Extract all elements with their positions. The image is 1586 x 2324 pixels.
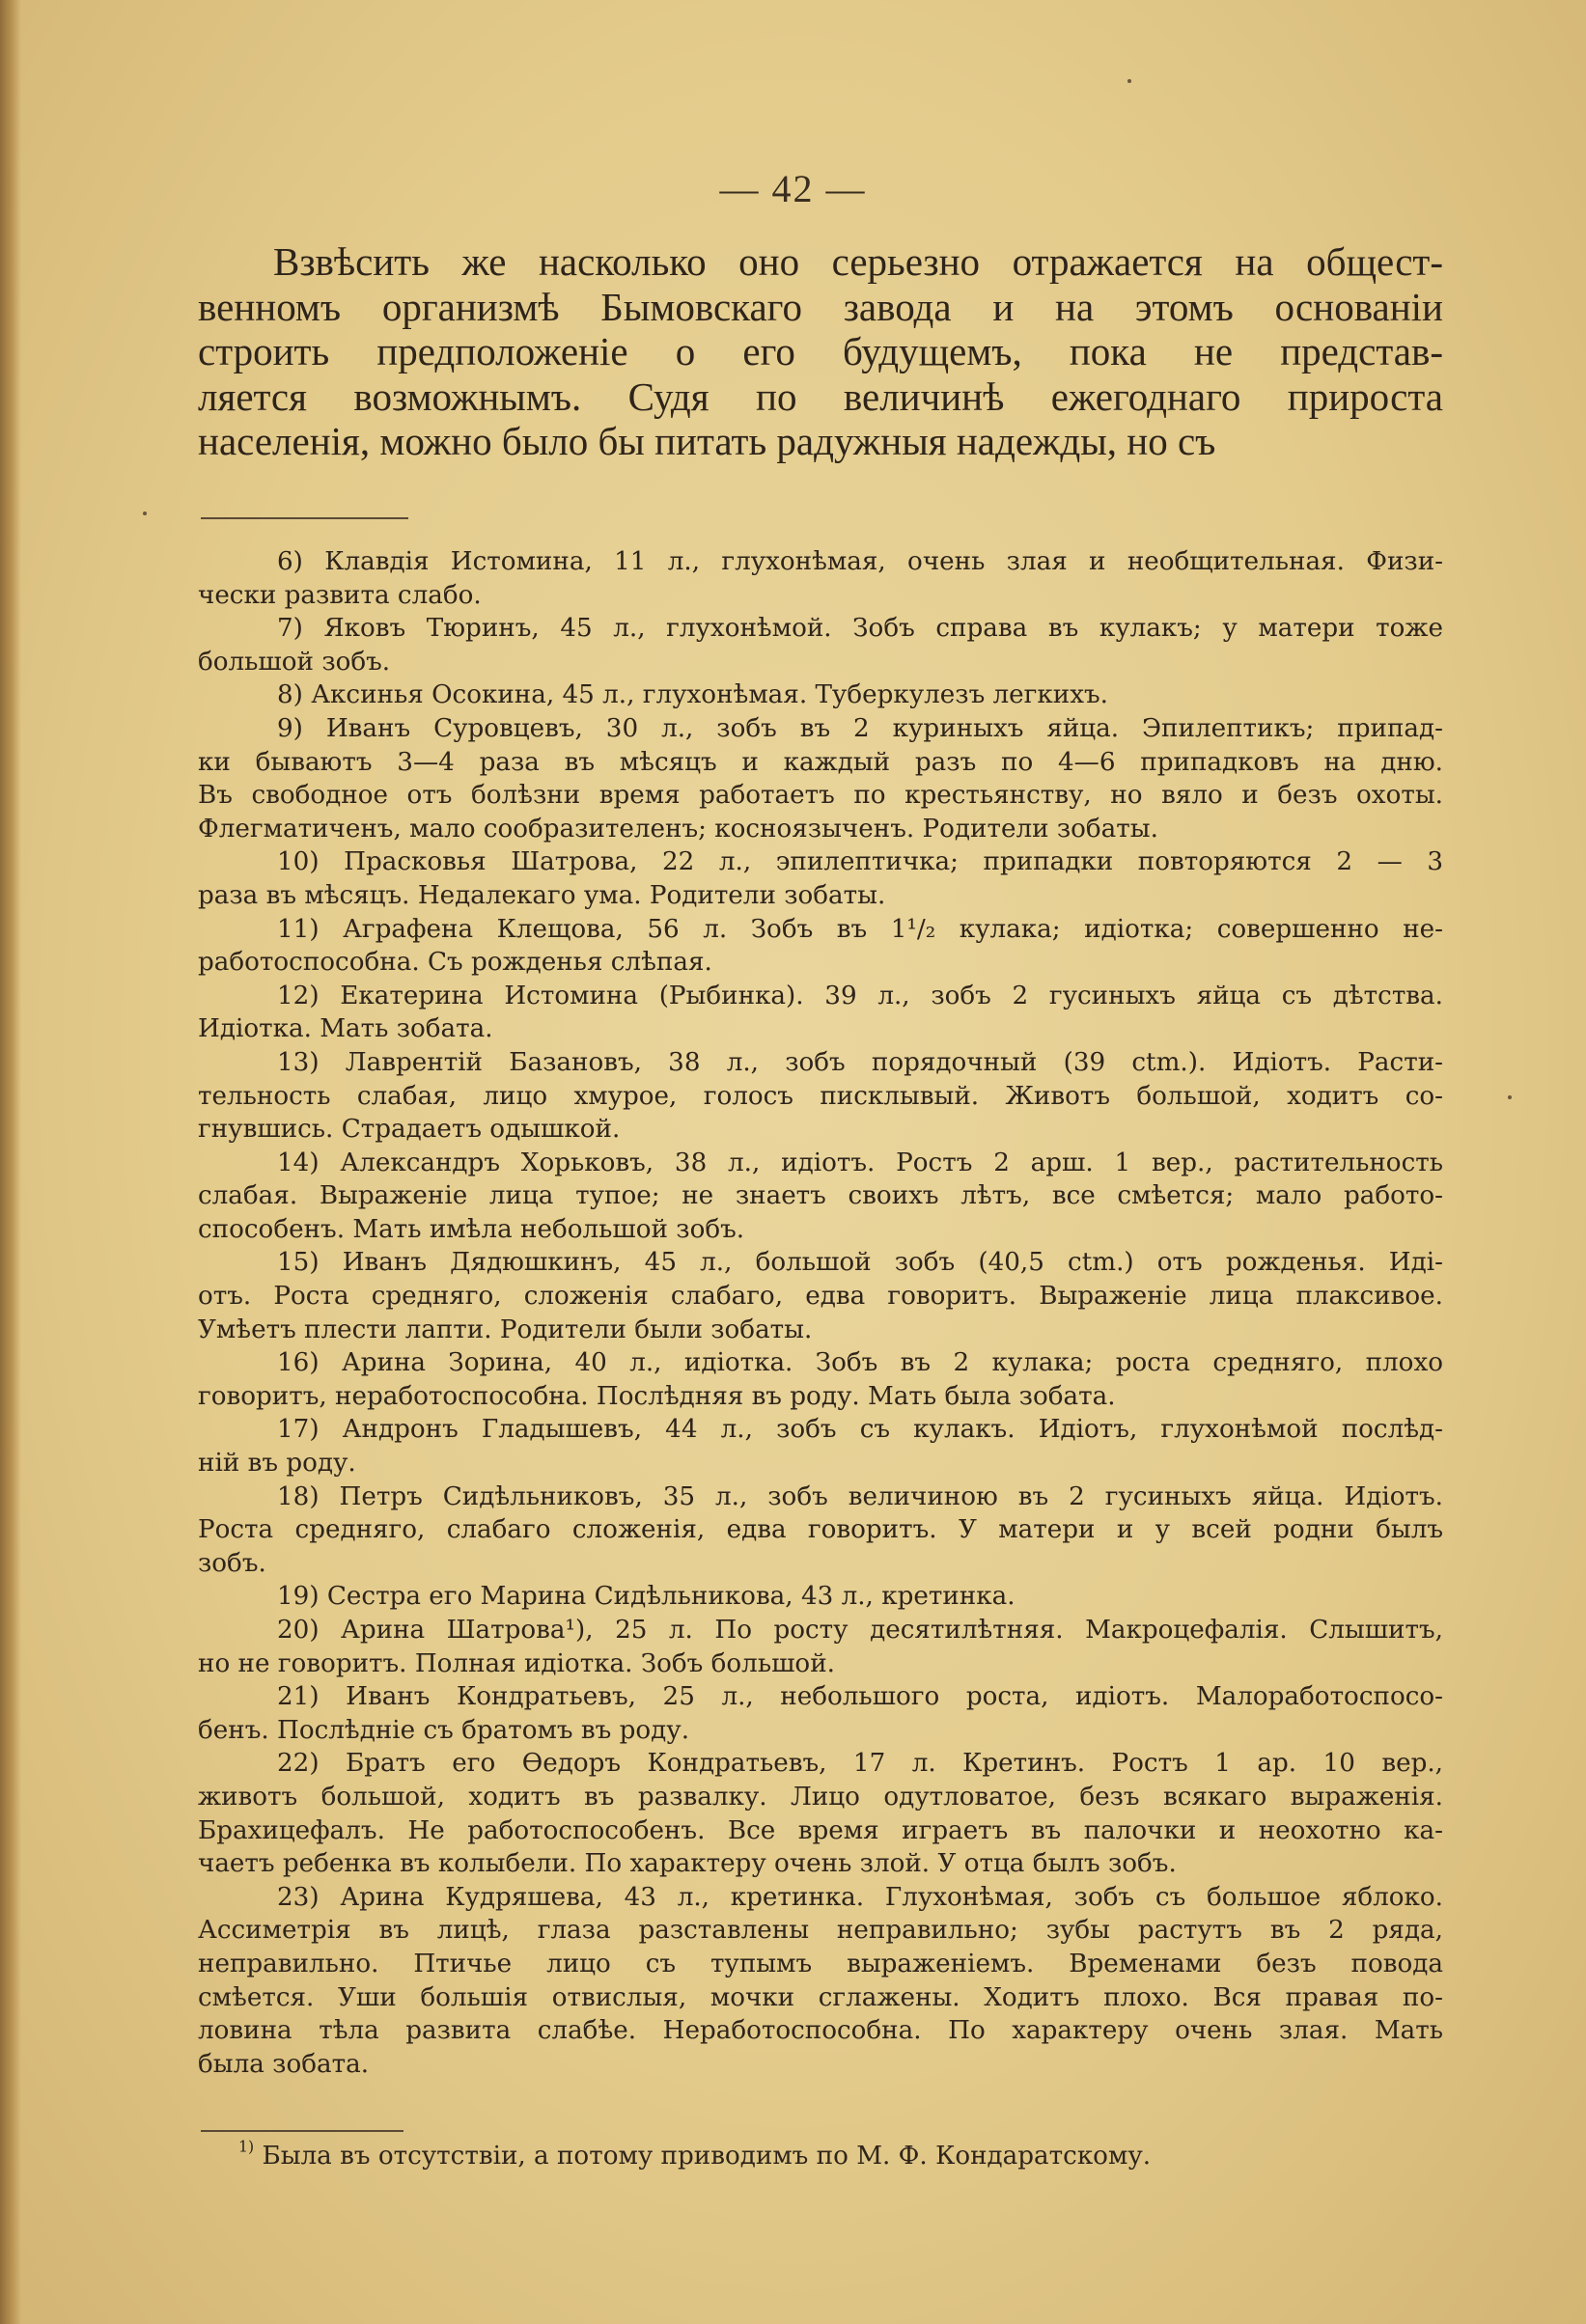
main-text-line: ляется возможнымъ. Судя по величинѣ ежегоднаго прироста — [198, 374, 1443, 419]
case-note-line: 18) Петръ Сидѣльниковъ, 35 л., зобъ величиною въ 2 гусиныхъ яйца. Идіотъ. — [277, 1481, 1443, 1511]
case-note-line: способенъ. Мать имѣла небольшой зобъ. — [198, 1214, 745, 1244]
case-note-line: Роста средняго, слабаго сложенія, едва говоритъ. У матери и у всей родни былъ — [198, 1515, 1443, 1545]
case-note-line: чаетъ ребенка въ колыбели. По характеру очень злой. У отца былъ зобъ. — [198, 1849, 1177, 1879]
case-note-line: ловина тѣла развита слабѣе. Неработоспособна. По характеру очень злая. Мать — [198, 2016, 1443, 2046]
paper-speck — [1508, 1095, 1512, 1099]
footnote-separator — [201, 2130, 403, 2132]
page-number: — 42 — — [719, 167, 867, 210]
main-text-line: Взвѣсить же насколько оно серьезно отражается на общест- — [273, 239, 1443, 284]
case-note-line: говоритъ, неработоспособна. Послѣдняя въ роду. Мать была зобата. — [198, 1381, 1116, 1411]
case-note-line: но не говоритъ. Полная идіотка. Зобъ большой. — [198, 1648, 835, 1678]
paper-speck — [1127, 79, 1131, 83]
case-note-line: зобъ. — [198, 1548, 266, 1578]
case-note — [198, 913, 1443, 980]
case-note-line: 16) Арина Зорина, 40 л., идіотка. Зобъ въ 2 кулака; роста средняго, плохо — [277, 1348, 1443, 1378]
case-note — [198, 1680, 1443, 1747]
case-note — [198, 712, 1443, 845]
main-text-line: строить предположеніе о его будущемъ, пока не представ- — [198, 329, 1443, 374]
case-note-line: неправильно. Птичье лицо съ тупымъ выраженіемъ. Временами безъ повода — [198, 1949, 1443, 1978]
case-note-line: 17) Андронъ Гладышевъ, 44 л., зобъ съ кулакъ. Идіотъ, глухонѣмой послѣд- — [277, 1415, 1443, 1445]
case-note-line: животъ большой, ходитъ въ развалку. Лицо одутловатое, безъ всякаго выраженія. — [198, 1782, 1443, 1812]
case-note-line: бенъ. Послѣдніе съ братомъ въ роду. — [198, 1715, 690, 1745]
case-note — [198, 980, 1443, 1046]
case-note-line: Брахицефалъ. Не работоспособенъ. Все время играетъ въ палочки и неохотно ка- — [198, 1815, 1443, 1845]
case-notes-list — [198, 545, 1443, 2081]
case-note-line: 19) Сестра его Марина Сидѣльникова, 43 л., кретинка. — [277, 1582, 1016, 1612]
case-note-line: 7) Яковъ Тюринъ, 45 л., глухонѣмой. Зобъ справа въ кулакъ; у матери тоже — [277, 614, 1443, 644]
case-note — [198, 1580, 1443, 1614]
main-text-line: венномъ организмѣ Бымовскаго завода и на этомъ основаніи — [198, 284, 1443, 329]
case-note-line: 22) Братъ его Ѳедоръ Кондратьевъ, 17 л. Кретинъ. Ростъ 1 ар. 10 вер., — [277, 1749, 1443, 1779]
case-note-line: 14) Александръ Хорьковъ, 38 л., идіотъ. Ростъ 2 арш. 1 вер., растительность — [277, 1148, 1443, 1177]
case-note-line: тельность слабая, лицо хмурое, голосъ писклывый. Животъ большой, ходитъ со- — [198, 1081, 1443, 1111]
case-note — [198, 845, 1443, 912]
case-note — [198, 1413, 1443, 1480]
case-note — [198, 678, 1443, 712]
case-note-line: раза въ мѣсяцъ. Недалекаго ума. Родители зобаты. — [198, 880, 886, 910]
case-note-line: большой зобъ. — [198, 647, 391, 677]
case-note-line: 13) Лаврентій Базановъ, 38 л., зобъ порядочный (39 ctm.). Идіотъ. Расти- — [277, 1047, 1443, 1077]
case-note-line: была зобата. — [198, 2049, 370, 2079]
case-note-line: Флегматиченъ, мало сообразителенъ; косноязыченъ. Родители зобаты. — [198, 814, 1158, 844]
case-note-line: 10) Прасковья Шатрова, 22 л., эпилептичка; припадки повторяются 2 — 3 — [277, 847, 1443, 877]
footnote-separator-top — [201, 517, 408, 519]
main-paragraph — [198, 239, 1443, 464]
case-note-line: 21) Иванъ Кондратьевъ, 25 л., небольшого роста, идіотъ. Малоработоспосо- — [277, 1682, 1443, 1712]
case-note — [198, 1346, 1443, 1413]
case-note-line: смѣется. Уши большія отвислыя, мочки сглажены. Ходитъ плохо. Вся правая по- — [198, 1982, 1443, 2012]
case-note — [198, 1747, 1443, 1880]
footnote — [198, 2137, 1443, 2173]
case-note-line: ки бываютъ 3—4 раза въ мѣсяцъ и каждый разъ по 4—6 припадковъ на дню. — [198, 747, 1443, 777]
case-note-line: слабая. Выраженіе лица тупое; не знаетъ своихъ лѣтъ, все смѣется; мало работо- — [198, 1181, 1443, 1211]
case-note-line: 20) Арина Шатрова¹), 25 л. По росту десятилѣтняя. Макроцефалія. Слышитъ, — [277, 1616, 1443, 1645]
case-note — [198, 1614, 1443, 1680]
case-note — [198, 1480, 1443, 1581]
case-note — [198, 545, 1443, 612]
case-note-line: 6) Клавдія Истомина, 11 л., глухонѣмая, очень злая и необщительная. Физи- — [277, 547, 1443, 576]
paper-speck — [143, 512, 147, 515]
case-note-line: Ассиметрія въ лицѣ, глаза разставлены неправильно; зубы растутъ въ 2 ряда, — [198, 1916, 1443, 1946]
case-note-line: 23) Арина Кудряшева, 43 л., кретинка. Глухонѣмая, зобъ съ большое яблоко. — [277, 1882, 1443, 1912]
case-note-line: ній въ роду. — [198, 1449, 356, 1479]
case-note — [198, 1046, 1443, 1147]
case-note-line: Въ свободное отъ болѣзни время работаетъ по крестьянству, но вяло и безъ охоты. — [198, 781, 1443, 811]
case-note-line: гнувшись. Страдаетъ одышкой. — [198, 1115, 621, 1145]
case-note-line: работоспособна. Съ рожденья слѣпая. — [198, 948, 712, 978]
case-note — [198, 1147, 1443, 1247]
case-note-line: 11) Аграфена Клещова, 56 л. Зобъ въ 1¹/₂ кулака; идіотка; совершенно не- — [277, 914, 1443, 944]
case-note-line: 15) Иванъ Дядюшкинъ, 45 л., большой зобъ (40,5 ctm.) отъ рожденья. Иді- — [277, 1248, 1443, 1278]
case-note-line: Умѣетъ плести лапти. Родители были зобаты. — [198, 1314, 813, 1344]
case-note — [198, 612, 1443, 678]
case-note — [198, 1246, 1443, 1346]
case-note-line: отъ. Роста средняго, сложенія слабаго, едва говоритъ. Выраженіе лица плаксивое. — [198, 1282, 1443, 1312]
case-note-line: Идіотка. Мать зобата. — [198, 1014, 493, 1044]
case-note — [198, 1881, 1443, 2082]
footnote-marker: 1) — [238, 2137, 255, 2156]
footnote-text: Была въ отсутствіи, а потому приводимъ по М. Ф. Кондаратскому. — [254, 2142, 1152, 2171]
case-note-line: 8) Аксинья Осокина, 45 л., глухонѣмая. Туберкулезъ легкихъ. — [277, 680, 1108, 710]
case-note-line: 9) Иванъ Суровцевъ, 30 л., зобъ въ 2 куриныхъ яйца. Эпилептикъ; припад- — [277, 713, 1443, 743]
page-binding-edge — [0, 0, 21, 2324]
main-text-line: населенія, можно было бы питать радужныя надежды, но съ — [198, 419, 1216, 463]
case-note-line: чески развита слабо. — [198, 580, 482, 610]
case-note-line: 12) Екатерина Истомина (Рыбинка). 39 л., зобъ 2 гусиныхъ яйца съ дѣтства. — [277, 981, 1443, 1010]
